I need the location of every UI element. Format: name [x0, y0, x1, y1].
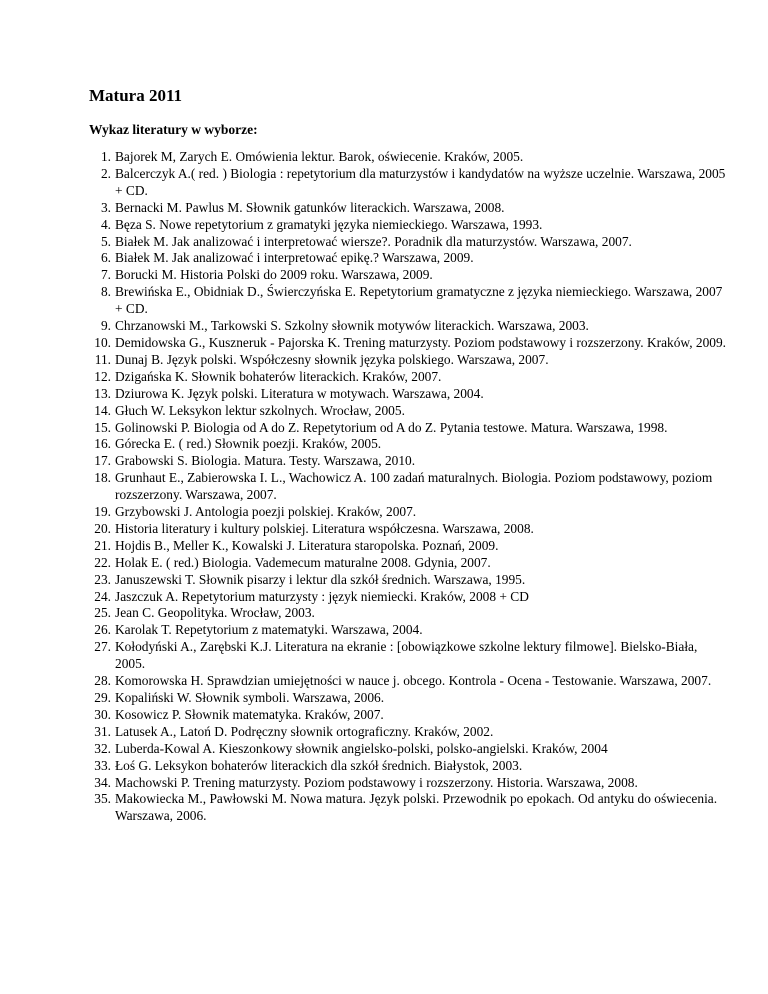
item-text: Historia literatury i kultury polskiej. Literatura współczesna. Warszawa, 2008. [115, 520, 534, 536]
bibliography-item [89, 217, 729, 234]
item-text: Luberda-Kowal A. Kieszonkowy słownik angielsko-polski, polsko-angielski. Kraków, 2004 [115, 740, 608, 756]
item-text: Karolak T. Repetytorium z matematyki. Warszawa, 2004. [115, 622, 423, 638]
bibliography-item [89, 267, 729, 284]
bibliography-item [89, 386, 729, 403]
bibliography-item [89, 453, 729, 470]
item-number: 29. [94, 690, 111, 705]
item-number: 2. [100, 165, 111, 181]
item-text: Jean C. Geopolityka. Wrocław, 2003. [115, 605, 315, 621]
item-number: 35. [94, 791, 111, 807]
bibliography-item [89, 234, 729, 251]
bibliography-item [89, 318, 729, 335]
item-text: Głuch W. Leksykon lektur szkolnych. Wrocław, 2005. [115, 402, 405, 418]
item-number: 9. [100, 318, 111, 334]
bibliography-item [89, 250, 729, 267]
item-text: Kopaliński W. Słownik symboli. Warszawa, 2006. [115, 690, 385, 705]
item-text: Dzigańska K. Słownik bohaterów literackich. Kraków, 2007. [115, 368, 442, 384]
item-number: 33. [94, 757, 111, 773]
item-text: Makowiecka M., Pawłowski M. Nowa matura. Język polski. Przewodnik po epokach. Od antyku do oświecenia. Warszawa, 2006. [115, 791, 718, 824]
bibliography-item [89, 724, 729, 741]
item-text: Januszewski T. Słownik pisarzy i lektur dla szkół średnich. Warszawa, 1995. [115, 571, 526, 587]
item-text: Górecka E. ( red.) Słownik poezji. Kraków, 2005. [115, 436, 382, 452]
item-number: 8. [100, 284, 111, 300]
bibliography-item [89, 369, 729, 386]
item-number: 25. [94, 605, 111, 621]
item-text: Białek M. Jak analizować i interpretować epikę.? Warszawa, 2009. [115, 250, 474, 266]
item-number: 16. [94, 436, 111, 452]
item-number: 12. [94, 368, 111, 384]
bibliography-item [89, 791, 729, 825]
item-text: Demidowska G., Kuszneruk - Pajorska K. Trening maturzysty. Poziom podstawowy i rozszerzony. Kraków, 2009. [115, 334, 727, 350]
item-text: Chrzanowski M., Tarkowski S. Szkolny słownik motywów literackich. Warszawa, 2003. [115, 318, 589, 334]
bibliography-item [89, 555, 729, 572]
item-text: Łoś G. Leksykon bohaterów literackich dla szkół średnich. Białystok, 2003. [115, 757, 523, 773]
bibliography-item [89, 605, 729, 622]
bibliography-item [89, 622, 729, 639]
item-number: 19. [94, 504, 111, 520]
bibliography-item [89, 166, 729, 200]
item-text: Borucki M. Historia Polski do 2009 roku. Warszawa, 2009. [115, 267, 433, 283]
item-number: 14. [94, 402, 111, 418]
bibliography-item [89, 200, 729, 217]
item-text: Brewińska E., Obidniak D., Świerczyńska E. Repetytorium gramatyczne z języka niemieckiego. Warszawa, 2007 + CD. [115, 284, 723, 317]
item-text: Balcerczyk A.( red. ) Biologia : repetytorium dla maturzystów i kandydatów na wyższe uczelnie. Warszawa, 2005 + CD. [115, 165, 726, 198]
bibliography-item [89, 572, 729, 589]
bibliography-item [89, 284, 729, 318]
item-text: Kosowicz P. Słownik matematyka. Kraków, 2007. [115, 706, 384, 722]
item-text: Dziurowa K. Język polski. Literatura w motywach. Warszawa, 2004. [115, 385, 484, 401]
bibliography-item [89, 707, 729, 724]
item-text: Jaszczuk A. Repetytorium maturzysty : język niemiecki. Kraków, 2008 + CD [115, 588, 529, 604]
item-text: Kołodyński A., Zarębski K.J. Literatura na ekranie : [obowiązkowe szkolne lektury filmowe]. Bielsko-Biała, 2005. [115, 639, 698, 672]
bibliography-item [89, 470, 729, 504]
item-text: Dunaj B. Język polski. Współczesny słownik języka polskiego. Warszawa, 2007. [115, 351, 549, 367]
item-number: 4. [100, 216, 111, 232]
item-text: Latusek A., Latoń D. Podręczny słownik ortograficzny. Kraków, 2002. [115, 723, 494, 739]
item-text: Holak E. ( red.) Biologia. Vademecum maturalne 2008. Gdynia, 2007. [115, 554, 491, 570]
item-text: Komorowska H. Sprawdzian umiejętności w nauce j. obcego. Kontrola - Ocena - Testowanie. Warszawa, 2007. [115, 673, 712, 689]
bibliography-item [89, 504, 729, 521]
bibliography-list [89, 149, 729, 825]
bibliography-item [89, 741, 729, 758]
bibliography-item [89, 589, 729, 606]
item-number: 10. [94, 334, 111, 350]
item-number: 18. [94, 470, 111, 486]
item-text: Grabowski S. Biologia. Matura. Testy. Warszawa, 2010. [115, 453, 416, 469]
item-number: 5. [100, 233, 111, 249]
item-number: 26. [94, 622, 111, 638]
bibliography-item [89, 149, 729, 166]
bibliography-item [89, 335, 729, 352]
item-number: 13. [94, 385, 111, 401]
bibliography-item [89, 673, 729, 690]
item-number: 17. [94, 453, 111, 469]
item-text: Golinowski P. Biologia od A do Z. Repetytorium od A do Z. Pytania testowe. Matura. Warszawa, 1998. [115, 419, 668, 435]
item-number: 11. [94, 351, 111, 367]
item-number: 6. [100, 250, 111, 266]
item-number: 15. [94, 419, 111, 435]
bibliography-item [89, 775, 729, 792]
item-number: 24. [94, 588, 111, 604]
item-number: 32. [94, 740, 111, 756]
item-text: Grzybowski J. Antologia poezji polskiej. Kraków, 2007. [115, 504, 417, 520]
item-text: Grunhaut E., Zabierowska I. L., Wachowicz A. 100 zadań maturalnych. Biologia. Poziom podstawowy, poziom rozszerzony. Warszawa, 2007. [115, 470, 713, 503]
item-number: 28. [94, 673, 111, 689]
item-number: 31. [94, 723, 111, 739]
bibliography-item [89, 403, 729, 420]
item-text: Bęza S. Nowe repetytorium z gramatyki języka niemieckiego. Warszawa, 1993. [115, 216, 543, 232]
item-number: 20. [94, 520, 111, 536]
item-text: Machowski P. Trening maturzysty. Poziom podstawowy i rozszerzony. Historia. Warszawa, 2008. [115, 774, 638, 790]
item-text: Białek M. Jak analizować i interpretować wiersze?. Poradnik dla maturzystów. Warszawa, 2007. [115, 233, 632, 249]
item-number: 27. [94, 639, 111, 655]
item-number: 34. [94, 774, 111, 790]
bibliography-item [89, 538, 729, 555]
item-text: Bajorek M, Zarych E. Omówienia lektur. Barok, oświecenie. Kraków, 2005. [115, 149, 524, 164]
section-subtitle: Wykaz literatury w wyborze: [89, 122, 258, 137]
item-number: 1. [100, 149, 111, 164]
item-text: Hojdis B., Meller K., Kowalski J. Literatura staropolska. Poznań, 2009. [115, 537, 499, 553]
bibliography-item [89, 352, 729, 369]
item-number: 3. [100, 199, 111, 215]
bibliography-item [89, 690, 729, 707]
bibliography-item [89, 758, 729, 775]
bibliography-item [89, 639, 729, 673]
bibliography-item [89, 521, 729, 538]
item-number: 22. [94, 554, 111, 570]
item-text: Bernacki M. Pawlus M. Słownik gatunków literackich. Warszawa, 2008. [115, 199, 505, 215]
page-title: Matura 2011 [89, 86, 183, 105]
bibliography-item [89, 436, 729, 453]
bibliography-item [89, 420, 729, 437]
item-number: 23. [94, 571, 111, 587]
item-number: 21. [94, 537, 111, 553]
item-number: 7. [100, 267, 111, 283]
item-number: 30. [94, 706, 111, 722]
